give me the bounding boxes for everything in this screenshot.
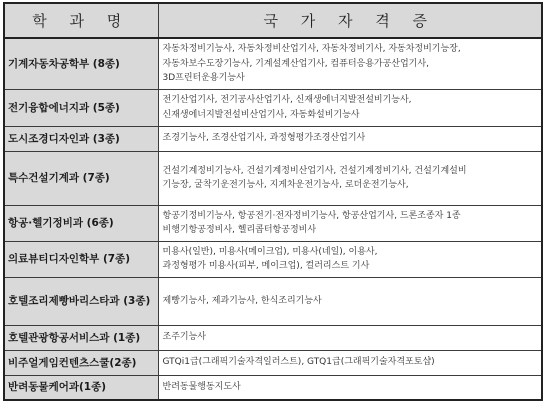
certificate-table <box>3 2 543 401</box>
certificate-list <box>158 89 542 126</box>
table-row <box>4 350 542 375</box>
certificate-line: 항공기정비기능사, 항공전기·전자정비기능사, 항공산업기사, 드론조종자 1종 <box>162 210 461 221</box>
certificate-column-header: 국 가 자 격 증 <box>158 3 542 38</box>
certificate-line: 건설기계정비기능사, 건설기계정비산업기사, 건설기계정비기사, 건설기계설비 <box>162 165 467 176</box>
department-column-header: 학 과 명 <box>4 3 158 38</box>
department-name: 의료뷰티디자인학부 (7종) <box>4 241 158 277</box>
department-name: 특수건설기계과 (7종) <box>4 151 158 205</box>
department-name: 비주얼게임컨텐츠스쿨(2종) <box>4 350 158 375</box>
certificate-list <box>158 205 542 241</box>
certificate-list <box>158 38 542 89</box>
certificate-list <box>158 151 542 205</box>
table-header-row <box>4 3 542 38</box>
table-row <box>4 205 542 241</box>
certificate-line: 전기산업기사, 전기공사산업기사, 신재생에너지발전설비기능사, <box>162 95 412 105</box>
certificate-list <box>158 375 542 400</box>
certificate-line: 비행기항공정비사, 헬리콥터항공정비사 <box>162 225 317 235</box>
department-name: 도시조경디자인과 (3종) <box>4 126 158 151</box>
certificate-line: 3D프린터운용기능사 <box>162 73 245 83</box>
certificate-line: 미용사(일반), 미용사(메이크업), 미용사(네일), 이용사, <box>162 246 378 257</box>
certificate-line: 과정형평가 미용사(피부, 메이크업), 컬러리스트 기사 <box>162 261 370 271</box>
table-row <box>4 375 542 400</box>
certificate-line: 반려동물행동지도사 <box>162 382 241 392</box>
certificate-list <box>158 325 542 350</box>
table-row <box>4 126 542 151</box>
table-row <box>4 277 542 325</box>
certificate-list <box>158 350 542 375</box>
department-name: 반려동물케어과(1종) <box>4 375 158 400</box>
table-row <box>4 241 542 277</box>
certificate-line: 조주기능사 <box>162 332 206 343</box>
table-row <box>4 151 542 205</box>
certificate-line: 신재생에너지발전설비산업기사, 자동화설비기능사 <box>162 109 360 120</box>
table-row <box>4 89 542 126</box>
department-name: 전기융합에너지과 (5종) <box>4 89 158 126</box>
department-name: 항공·헬기정비과 (6종) <box>4 205 158 241</box>
certificate-list <box>158 126 542 151</box>
certificate-list <box>158 277 542 325</box>
department-name: 기계자동차공학부 (8종) <box>4 38 158 89</box>
certificate-table-container <box>3 2 541 414</box>
table-row <box>4 38 542 89</box>
certificate-line: 자동차정비기능사, 자동차정비산업기사, 자동차정비기사, 자동차정비기능장, <box>162 44 461 54</box>
certificate-line: 제빵기능사, 제과기능사, 한식조리기능사 <box>162 295 322 306</box>
table-row <box>4 325 542 350</box>
certificate-list <box>158 241 542 277</box>
department-name: 호텔조리제빵바리스타과 (3종) <box>4 277 158 325</box>
certificate-line: 기능장, 굴착기운전기능사, 지게차운전기능사, 로더운전기능사, <box>162 180 409 190</box>
certificate-line: 조경기능사, 조경산업기사, 과정형평가조경산업기사 <box>162 133 366 144</box>
department-name: 호텔관광항공서비스과 (1종) <box>4 325 158 350</box>
certificate-line: 자동차보수도장기능사, 기계설계산업기사, 컴퓨터응용가공산업기사, <box>162 58 429 69</box>
certificate-line: GTQi1급(그래픽기술자격일러스트), GTQ1급(그래픽기술자격포토샵) <box>162 357 435 368</box>
